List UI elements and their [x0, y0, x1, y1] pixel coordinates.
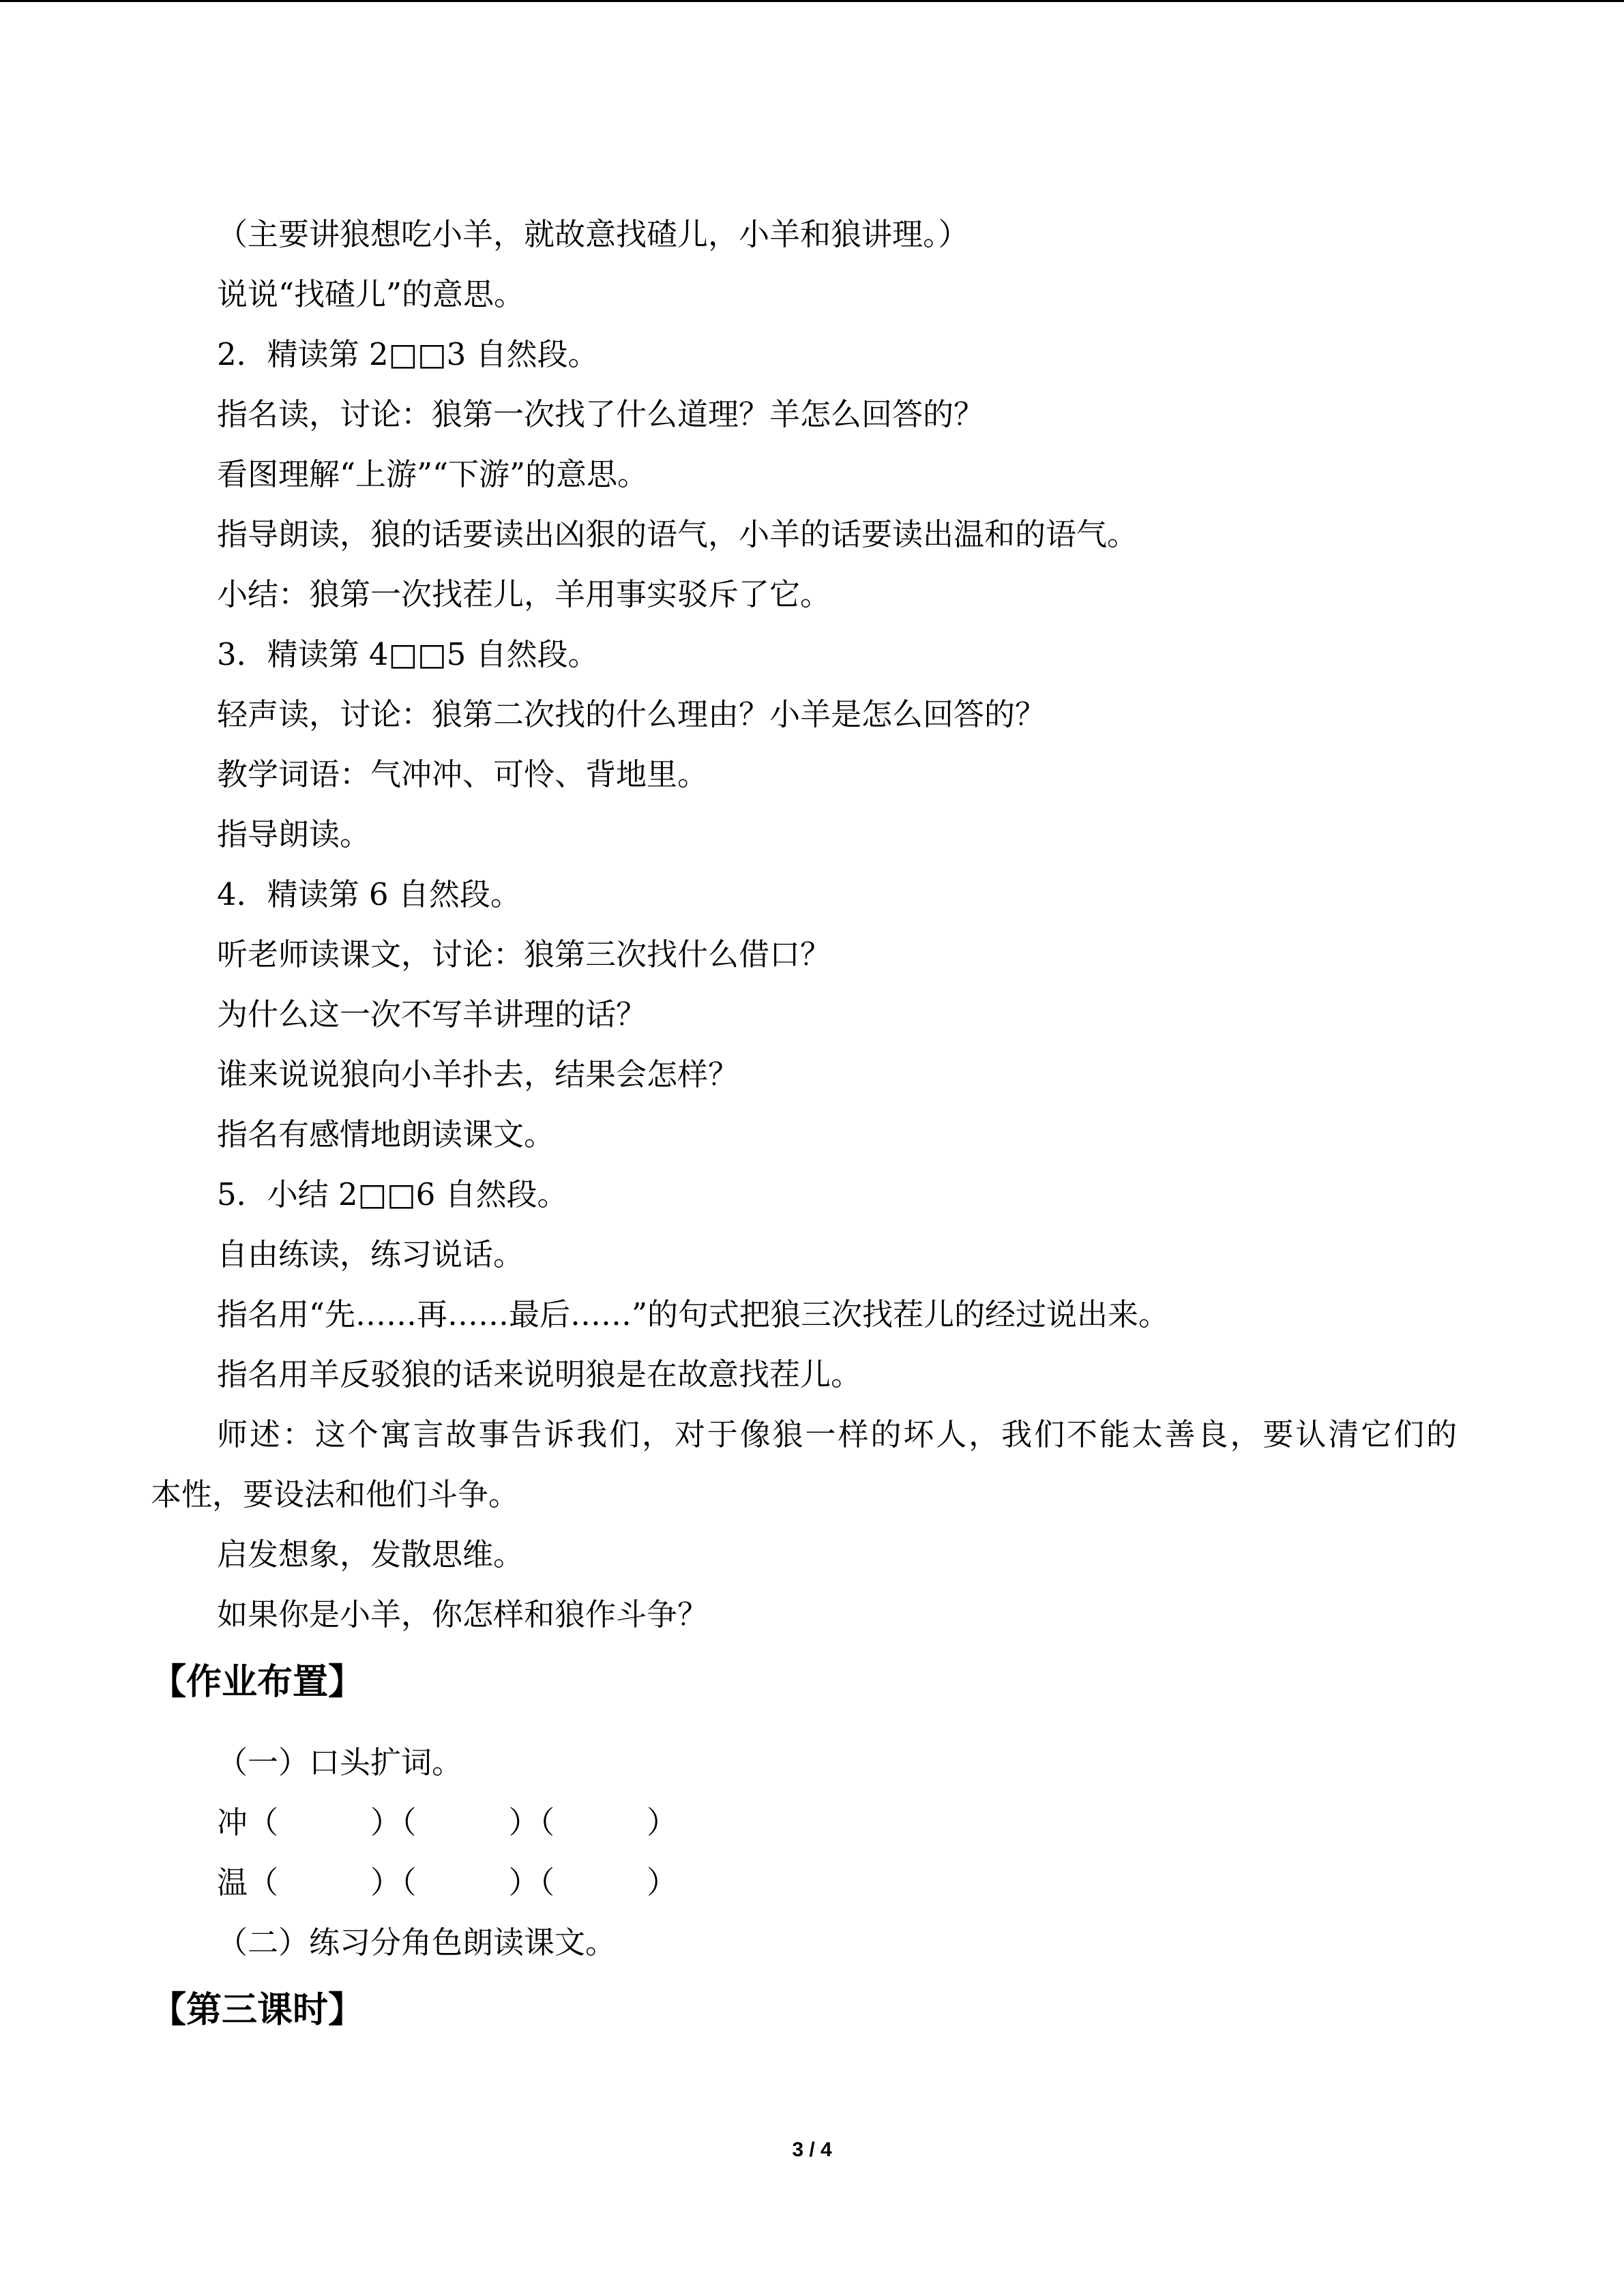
- paragraph-line: 教学词语：气冲冲、可怜、背地里。: [217, 756, 709, 792]
- step-heading: 3．精读第 4□□5 自然段。: [217, 636, 599, 672]
- paragraph-line-continued: 本性，要设法和他们斗争。: [151, 1476, 520, 1512]
- paragraph-line: 师述：这个寓言故事告诉我们，对于像狼一样的坏人，我们不能太善良，要认清它们的: [217, 1416, 1457, 1452]
- paragraph-line: 启发想象，发散思维。: [217, 1536, 525, 1572]
- paragraph-line: 谁来说说狼向小羊扑去，结果会怎样？: [217, 1056, 739, 1092]
- paragraph-line: 轻声读，讨论：狼第二次找的什么理由？小羊是怎么回答的？: [217, 696, 1046, 732]
- paragraph-line: 指名读，讨论：狼第一次找了什么道理？羊怎么回答的？: [217, 396, 985, 432]
- paragraph-line: 小结：狼第一次找茬儿，羊用事实驳斥了它。: [217, 576, 831, 612]
- paragraph-line: 说说“找碴儿”的意思。: [217, 276, 525, 312]
- word-expansion-line: 温（ ）（ ）（ ）: [217, 1864, 678, 1900]
- paragraph-line: 看图理解“上游”“下游”的意思。: [217, 456, 649, 492]
- paragraph-line: 如果你是小羊，你怎样和狼作斗争？: [217, 1596, 709, 1632]
- document-body: [151, 205, 1457, 2048]
- page-number: 3 / 4: [792, 2138, 832, 2161]
- paragraph-line: 为什么这一次不写羊讲理的话？: [217, 996, 647, 1032]
- homework-item: （二）练习分角色朗读课文。: [217, 1924, 617, 1960]
- word-expansion-line: 冲（ ）（ ）（ ）: [217, 1804, 678, 1840]
- paragraph-line: 指导朗读，狼的话要读出凶狠的语气，小羊的话要读出温和的语气。: [217, 516, 1138, 552]
- paragraph-line: 自由练读，练习说话。: [217, 1236, 525, 1272]
- step-heading: 5．小结 2□□6 自然段。: [217, 1176, 568, 1212]
- paragraph-line: 指名用羊反驳狼的话来说明狼是在故意找茬儿。: [217, 1356, 862, 1392]
- paragraph-line: 指导朗读。: [217, 816, 371, 852]
- homework-section-heading: 【作业布置】: [151, 1662, 364, 1703]
- paragraph-line: 指名有感情地朗读课文。: [217, 1116, 555, 1152]
- paragraph-line: （主要讲狼想吃小羊，就故意找碴儿，小羊和狼讲理。）: [217, 216, 969, 252]
- step-heading: 4．精读第 6 自然段。: [217, 876, 521, 912]
- paragraph-line: 指名用“先……再……最后……”的句式把狼三次找茬儿的经过说出来。: [217, 1296, 1170, 1332]
- homework-item: （一）口头扩词。: [217, 1744, 463, 1780]
- step-heading: 2．精读第 2□□3 自然段。: [217, 336, 599, 372]
- lesson-section-heading: 【第三课时】: [151, 1990, 364, 2031]
- paragraph-line: 听老师读课文，讨论：狼第三次找什么借口？: [217, 936, 831, 972]
